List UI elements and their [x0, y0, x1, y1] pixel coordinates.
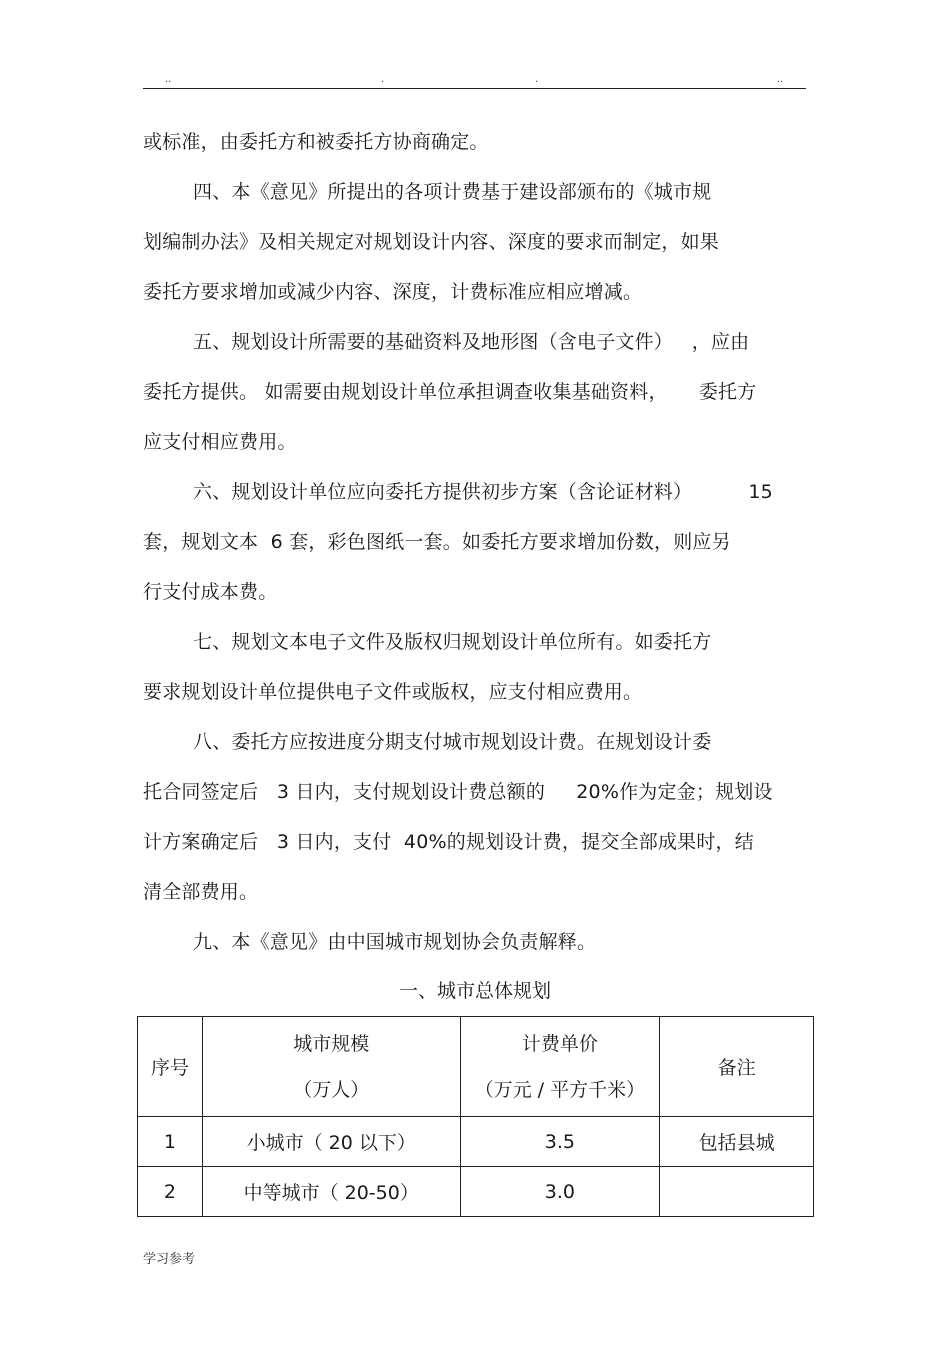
- table-row: [138, 1117, 814, 1167]
- paragraph-line: 七、规划文本电子文件及版权归规划设计单位所有。如委托方: [193, 631, 712, 653]
- paragraph-line: 委托方提供。 如需要由规划设计单位承担调查收集基础资料， 委托方: [143, 381, 757, 403]
- cell-note: [660, 1167, 814, 1217]
- paragraph-line: 行支付成本费。: [143, 581, 278, 603]
- header-mark: ..: [165, 74, 172, 85]
- cell-price: 3.5: [460, 1117, 660, 1167]
- paragraph-line: 六、规划设计单位应向委托方提供初步方案（含论证材料） 15: [193, 481, 773, 503]
- page-header-marks: [143, 74, 806, 86]
- header-price-label: 计费单价: [521, 1032, 598, 1055]
- paragraph-line: 九、本《意见》由中国城市规划协会负责解释。: [193, 931, 597, 953]
- paragraph-line: 八、委托方应按进度分期支付城市规划设计费。在规划设计委: [193, 731, 712, 753]
- paragraph-clause-9: [143, 917, 808, 967]
- cell-note: 包括县城: [660, 1117, 814, 1167]
- header-price-unit: （万元 / 平方千米）: [474, 1078, 646, 1101]
- paragraph-line: 托合同签定后 3 日内，支付规划设计费总额的 20%作为定金；规划设: [143, 781, 773, 803]
- paragraph: [143, 117, 808, 167]
- paragraph-line: 应支付相应费用。: [143, 431, 297, 453]
- header-mark: .: [381, 74, 385, 85]
- header-scale-unit: （万人）: [293, 1078, 370, 1101]
- cell-no: 2: [138, 1167, 203, 1217]
- page-footer: 学习参考: [143, 1252, 196, 1267]
- header-mark: ..: [777, 74, 784, 85]
- paragraph-clause-5: [143, 317, 808, 467]
- paragraph-line: 委托方要求增加或减少内容、深度，计费标准应相应增减。: [143, 281, 643, 303]
- paragraph-clause-7: [143, 617, 808, 717]
- table-title: 一、城市总体规划: [398, 980, 551, 1002]
- header-cell-price: [460, 1017, 660, 1117]
- paragraph-line: 或标准，由委托方和被委托方协商确定。: [143, 131, 489, 153]
- table-header-row: [138, 1017, 814, 1117]
- document-body: [143, 117, 808, 967]
- paragraph-line: 计方案确定后 3 日内，支付 40%的规划设计费，提交全部成果时，结: [143, 831, 754, 853]
- cell-scale: 中等城市（ 20-50）: [202, 1167, 460, 1217]
- cell-no: 1: [138, 1117, 203, 1167]
- table-row: [138, 1167, 814, 1217]
- paragraph-line: 清全部费用。: [143, 881, 259, 903]
- paragraph-line: 划编制办法》及相关规定对规划设计内容、深度的要求而制定，如果: [143, 231, 720, 253]
- paragraph-clause-4: [143, 167, 808, 317]
- header-cell-no: 序号: [138, 1017, 203, 1117]
- header-mark: .: [535, 74, 539, 85]
- paragraph-line: 套，规划文本 6 套，彩色图纸一套。如委托方要求增加份数，则应另: [143, 531, 731, 553]
- header-cell-scale: [202, 1017, 460, 1117]
- paragraph-clause-8: [143, 717, 808, 917]
- paragraph-line: 要求规划设计单位提供电子文件或版权，应支付相应费用。: [143, 681, 643, 703]
- header-rule: [143, 88, 806, 89]
- paragraph-clause-6: [143, 467, 808, 617]
- cell-price: 3.0: [460, 1167, 660, 1217]
- fee-table: [137, 1016, 814, 1217]
- header-cell-note: 备注: [660, 1017, 814, 1117]
- paragraph-line: 四、本《意见》所提出的各项计费基于建设部颁布的《城市规: [193, 181, 712, 203]
- header-scale-label: 城市规模: [293, 1032, 370, 1055]
- cell-scale: 小城市（ 20 以下）: [202, 1117, 460, 1167]
- paragraph-line: 五、规划设计所需要的基础资料及地形图（含电子文件） ，应由: [193, 331, 750, 353]
